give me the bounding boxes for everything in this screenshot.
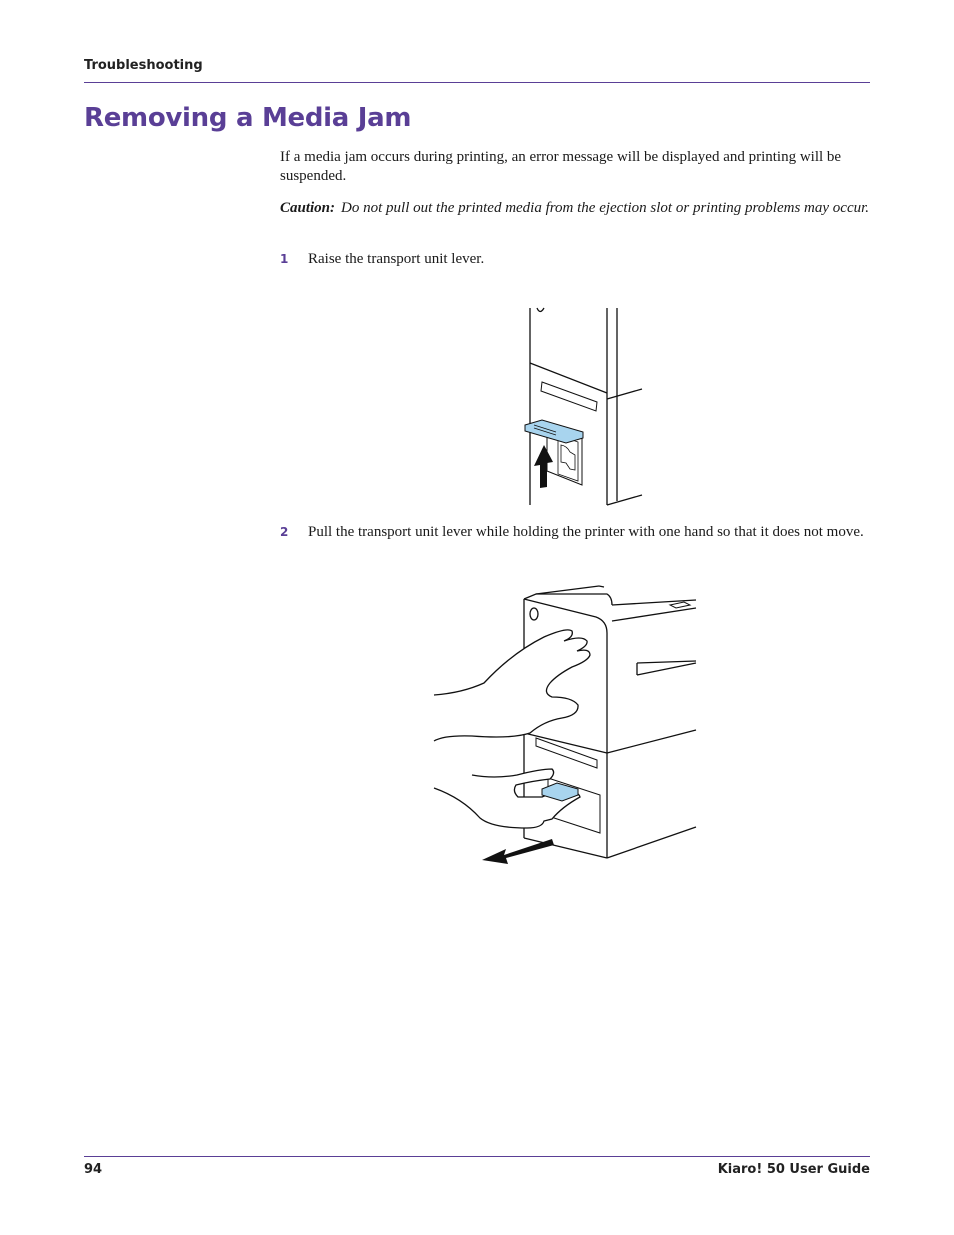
running-header: Troubleshooting <box>84 58 203 73</box>
up-arrow-icon <box>534 445 553 488</box>
intro-paragraph: If a media jam occurs during printing, an error message will be displayed and printing will be suspended. <box>280 149 842 184</box>
step-number: 2 <box>280 525 289 539</box>
page-number: 94 <box>84 1162 103 1177</box>
caution-label: Caution: <box>280 200 336 216</box>
step-1 <box>280 250 872 269</box>
header-rule <box>84 82 870 83</box>
pull-lever-illustration <box>432 583 700 865</box>
step-text: Raise the transport unit lever. <box>308 251 485 267</box>
raise-lever-illustration <box>520 305 645 508</box>
step-text: Pull the transport unit lever while holding the printer with one hand so that it does not move. <box>308 524 864 540</box>
caution-note <box>280 199 872 218</box>
step-2 <box>280 523 872 542</box>
step-number: 1 <box>280 252 289 266</box>
guide-title: Kiaro! 50 User Guide <box>717 1162 870 1177</box>
pull-arrow-icon <box>482 839 554 864</box>
footer-rule <box>84 1156 870 1157</box>
caution-text: Do not pull out the printed media from the ejection slot or printing problems may occur. <box>341 200 870 216</box>
page-title: Removing a Media Jam <box>84 103 412 133</box>
